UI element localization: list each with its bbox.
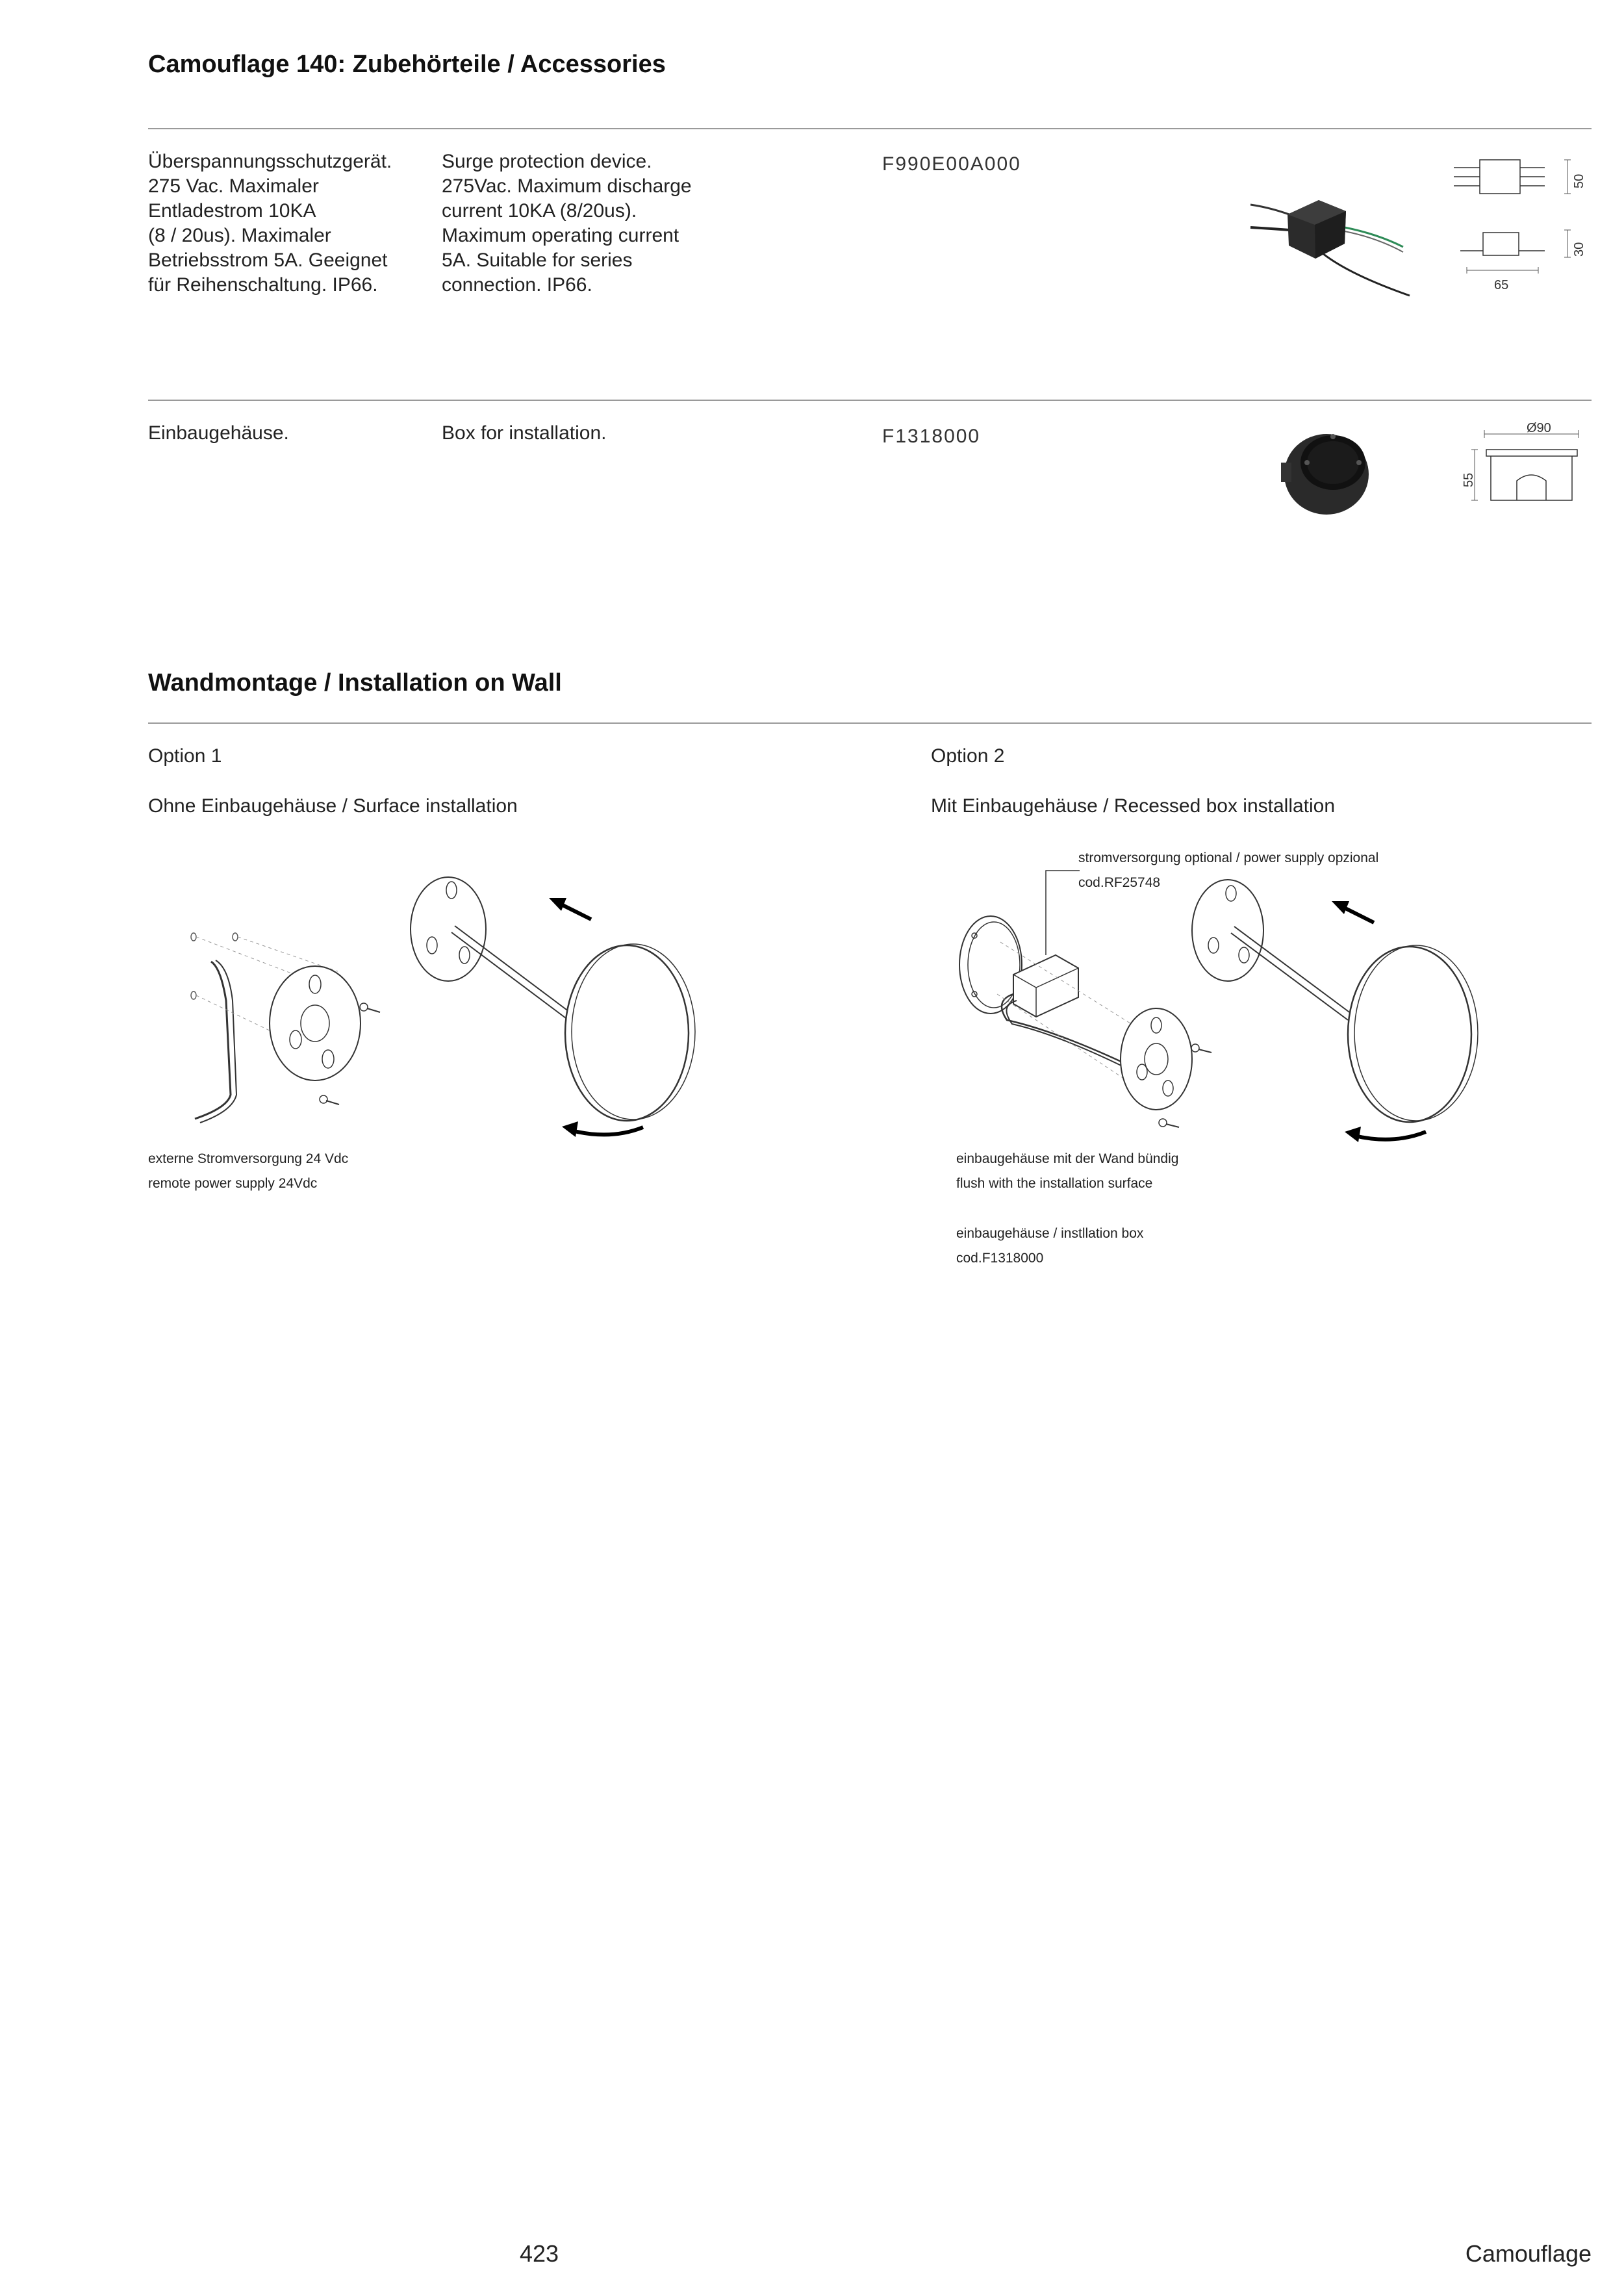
- dimension-width-label: 65: [1494, 278, 1509, 292]
- installation-box-image: [1273, 422, 1377, 520]
- surge-protector-image: [1247, 182, 1416, 305]
- option1-subtitle: Ohne Einbaugehäuse / Surface installation: [148, 795, 518, 817]
- item-description-de: Einbaugehäuse.: [148, 422, 289, 444]
- option2-note-box: einbaugehäuse / instllation box cod.F1318000: [956, 1226, 1144, 1266]
- option2-subtitle: Mit Einbaugehäuse / Recessed box installation: [931, 795, 1336, 817]
- dimension-diameter-label: Ø90: [1527, 421, 1551, 435]
- item-code: F1318000: [882, 426, 981, 447]
- option1-label: Option 1: [148, 745, 222, 767]
- item-description-en: Surge protection device. 275Vac. Maximum discharge current 10KA (8/20us). Maximum operating current 5A. Suitable for series connection. IP66.: [442, 151, 692, 296]
- dimension-height-label: 50: [1572, 173, 1586, 188]
- option2-note-flush: einbaugehäuse mit der Wand bündig flush with the installation surface: [956, 1151, 1179, 1191]
- option2-callout: stromversorgung optional / power supply opzional cod.RF25748: [1078, 850, 1379, 890]
- section-title-accessories: Camouflage 140: Zubehörteile / Accessories: [148, 51, 666, 78]
- option1-note: externe Stromversorgung 24 Vdc remote power supply 24Vdc: [148, 1151, 349, 1191]
- divider: [148, 128, 1592, 129]
- divider: [148, 722, 1592, 724]
- item-code: F990E00A000: [882, 153, 1021, 175]
- dimension-height-label: 55: [1462, 472, 1476, 487]
- dimension-depth-label: 30: [1572, 242, 1586, 257]
- section-title-installation: Wandmontage / Installation on Wall: [148, 669, 562, 696]
- divider: [148, 400, 1592, 401]
- item-description-en: Box for installation.: [442, 422, 607, 444]
- option2-installation-illustration: [935, 864, 1494, 1156]
- option2-label: Option 2: [931, 745, 1005, 767]
- item-description-de: Überspannungsschutzgerät. 275 Vac. Maximaler Entladestrom 10KA (8 / 20us). Maximaler Betriebsstrom 5A. Geeignet für Reihenschaltung. IP66.: [148, 151, 392, 296]
- page-number: 423: [520, 2240, 559, 2267]
- option1-installation-illustration: [156, 864, 715, 1150]
- footer-product-name: Camouflage: [1465, 2240, 1592, 2267]
